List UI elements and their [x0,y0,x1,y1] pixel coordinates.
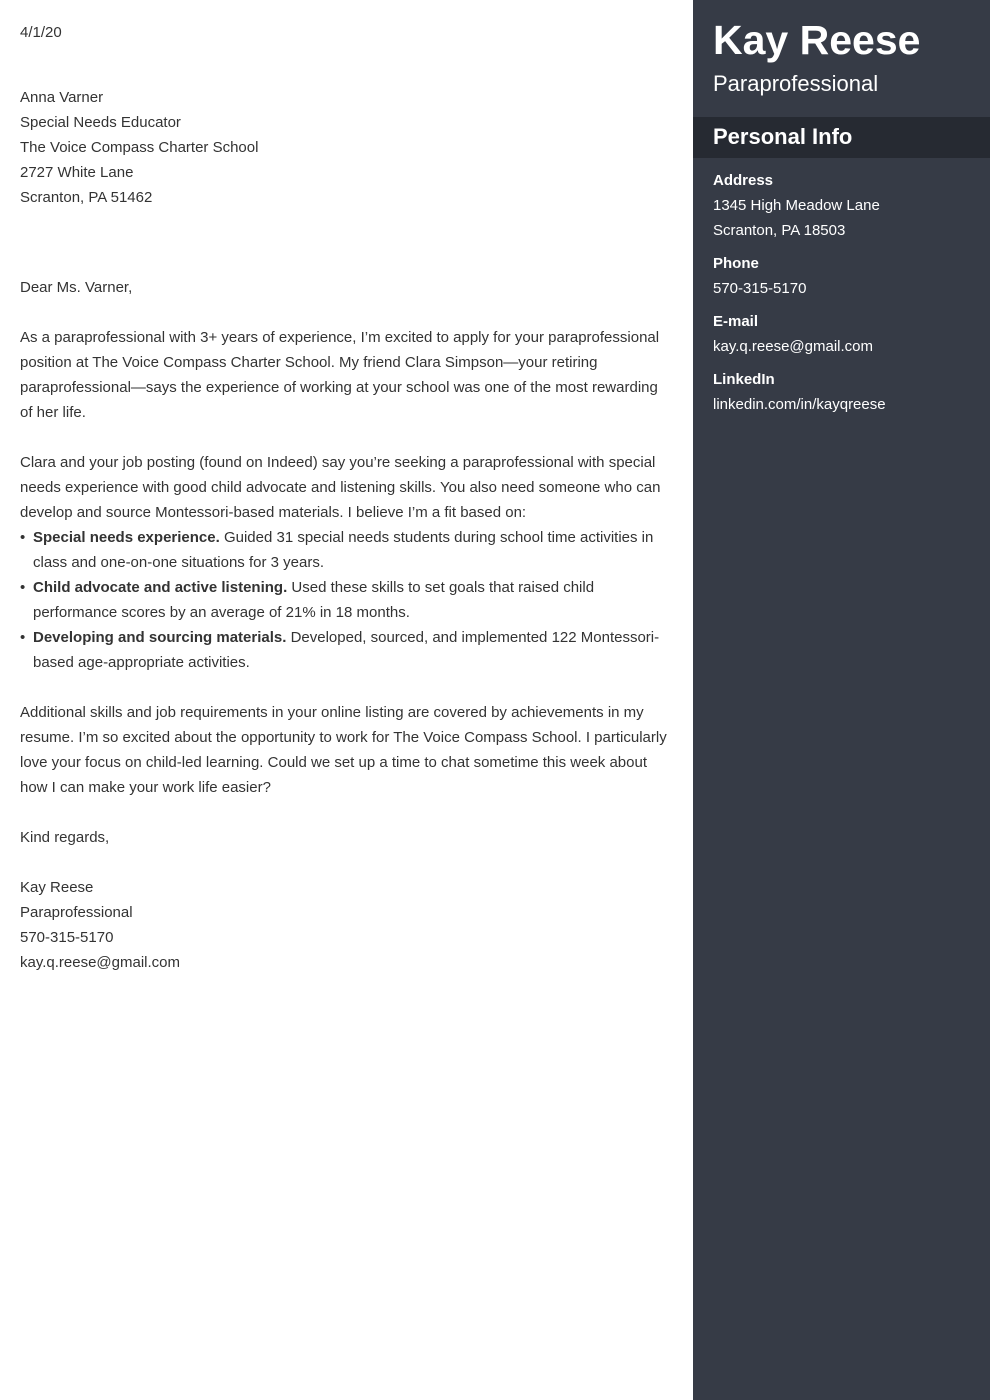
bullet-icon: • [20,529,26,546]
email-group [713,309,975,359]
bullet-icon: • [20,629,26,646]
letter-date: 4/1/20 [20,24,62,41]
linkedin-label: LinkedIn [713,371,775,388]
phone-group [713,251,975,301]
email-value[interactable]: kay.q.reese@gmail.com [713,338,874,355]
signature-name: Kay Reese [20,879,94,896]
paragraph-fit: Clara and your job posting (found on Indeed) say you’re seeking a paraprofessional with special needs experience with good child advocate and listening skills. You also need someone who can develop and source Montessori-based materials. I believe I’m a fit based on: [20,454,661,521]
phone-label: Phone [713,255,759,272]
recipient-block [20,85,673,210]
bullet-text: Guided 31 special needs students during school time activities in class and one-on-one situations for 3 years. [33,529,654,571]
section-title: Personal Info [713,124,853,149]
signature-email: kay.q.reese@gmail.com [20,954,181,971]
signature-block [20,875,673,975]
address-group [713,168,975,243]
linkedin-value[interactable]: linkedin.com/in/kayqreese [713,396,886,413]
signature-title: Paraprofessional [20,904,133,921]
email-label: E-mail [713,313,759,330]
bullet-text: Used these skills to set goals that raised child performance scores by an average of 21% in 18 months. [33,579,595,621]
paragraph-intro: As a paraprofessional with 3+ years of experience, I’m excited to apply for your paraprofessional position at The Voice Compass Charter School. My friend Clara Simpson—your retiring paraprofessional—says the experience of working at your school was one of the most rewarding of her life. [20,329,660,421]
applicant-title: Paraprofessional [713,71,879,96]
address-line-1: 1345 High Meadow Lane [713,197,880,214]
applicant-name: Kay Reese [713,17,921,63]
personal-info [713,168,975,425]
recipient-name: Anna Varner [20,89,104,106]
address-label: Address [713,172,774,189]
list-item [20,525,673,575]
address-line-2: Scranton, PA 18503 [713,222,846,239]
bullet-heading: Special needs experience. [33,529,220,546]
bullet-icon: • [20,579,26,596]
bullet-text: Developed, sourced, and implemented 122 Montessori-based age-appropriate activities. [33,629,660,671]
bullet-heading: Developing and sourcing materials. [33,629,287,646]
phone-value: 570-315-5170 [713,280,807,297]
recipient-city: Scranton, PA 51462 [20,189,153,206]
paragraph-closing: Additional skills and job requirements in your online listing are covered by achievements in my resume. I’m so excited about the opportunity to work for The Voice Compass School. I particularly love your focus on child-led learning. Could we set up a time to chat sometime this week about how I can make your work life easier? [20,704,667,796]
recipient-street: 2727 White Lane [20,164,134,181]
linkedin-group [713,367,975,417]
list-item [20,575,673,625]
recipient-school: The Voice Compass Charter School [20,139,259,156]
sidebar [693,0,990,1400]
personal-info-header [693,117,990,158]
qualification-list [20,525,673,675]
closing-phrase: Kind regards, [20,829,110,846]
bullet-heading: Child advocate and active listening. [33,579,288,596]
signature-phone: 570-315-5170 [20,929,114,946]
list-item [20,625,673,675]
salutation: Dear Ms. Varner, [20,279,133,296]
recipient-title: Special Needs Educator [20,114,181,131]
